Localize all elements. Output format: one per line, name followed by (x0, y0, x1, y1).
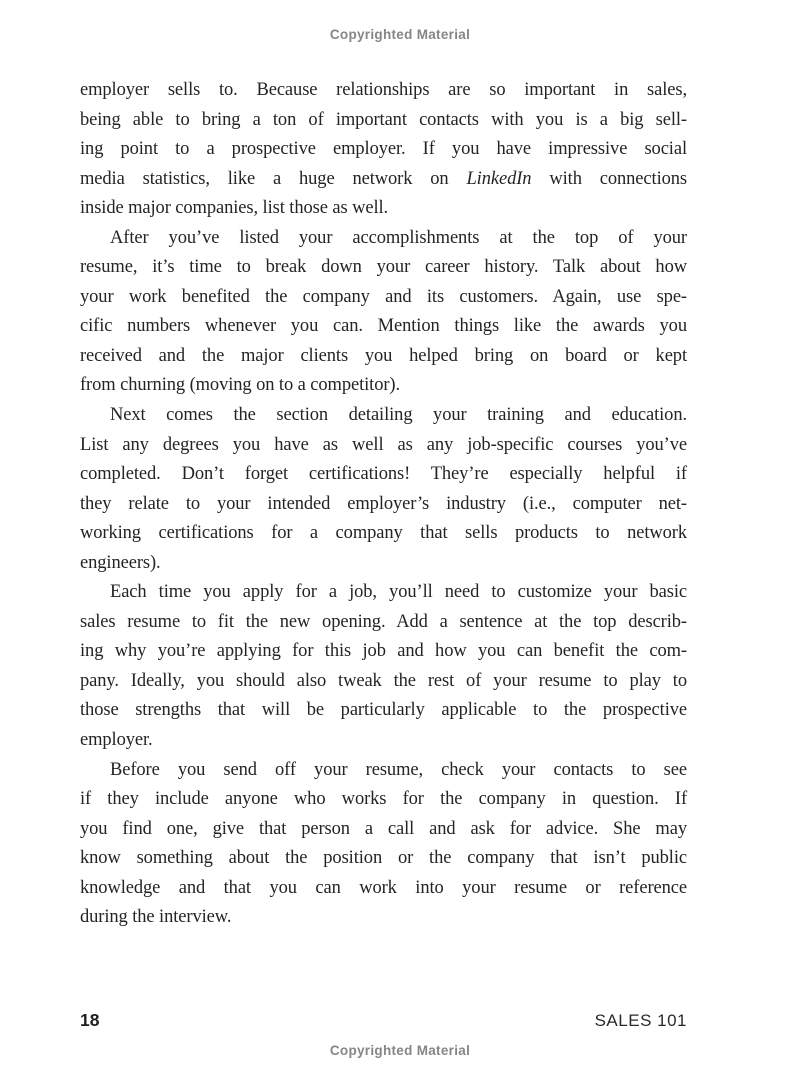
text-line: pany. Ideally, you should also tweak the rest of your resume to play to (80, 670, 687, 691)
page-body-text (80, 76, 687, 933)
text-line: inside major companies, list those as well. (80, 198, 389, 219)
text-line: those strengths that will be particularly applicable to the prospective (80, 700, 687, 721)
page-footer (80, 1010, 687, 1031)
text-line: you find one, give that person a call and ask for advice. She may (80, 818, 687, 839)
text-run: with connections (531, 168, 688, 189)
text-line: ing point to a prospective employer. If you have impressive social (80, 139, 687, 160)
text-line: being able to bring a ton of important contacts with you is a big sell- (80, 109, 687, 130)
text-run: media statistics, like a huge network on (80, 168, 467, 189)
text-line: Each time you apply for a job, you’ll need to customize your basic (110, 582, 687, 603)
text-line: working certifications for a company that sells products to network (80, 523, 687, 544)
text-line: knowledge and that you can work into your resume or reference (80, 877, 687, 898)
text-line: sales resume to fit the new opening. Add a sentence at the top describ- (80, 611, 687, 632)
text-line: cific numbers whenever you can. Mention things like the awards you (80, 316, 687, 337)
text-line: List any degrees you have as well as any job-specific courses you’ve (80, 434, 687, 455)
text-line (80, 165, 687, 195)
book-title: SALES 101 (594, 1011, 687, 1030)
text-line: engineers). (80, 552, 161, 573)
text-line: your work benefited the company and its customers. Again, use spe- (80, 286, 687, 307)
text-line: ing why you’re applying for this job and how you can benefit the com- (80, 641, 687, 662)
text-line: Before you send off your resume, check your contacts to see (110, 759, 687, 780)
italic-text-run: LinkedIn (466, 168, 532, 189)
paragraph (80, 756, 687, 933)
copyright-notice-top: Copyrighted Material (329, 27, 471, 42)
paragraph (80, 578, 687, 755)
paragraph (80, 401, 687, 578)
text-line: if they include anyone who works for the company in question. If (80, 789, 687, 810)
paragraph (80, 224, 687, 401)
text-line: resume, it’s time to break down your career history. Talk about how (80, 257, 687, 278)
text-line: know something about the position or the company that isn’t public (80, 848, 687, 869)
text-line: After you’ve listed your accomplishments at the top of your (110, 227, 687, 248)
text-line: Next comes the section detailing your training and education. (110, 405, 687, 426)
text-line: during the interview. (80, 907, 232, 928)
text-line: employer sells to. Because relationships are so important in sales, (80, 80, 687, 100)
text-line: employer. (80, 730, 153, 751)
text-line: received and the major clients you helped bring on board or kept (80, 345, 687, 366)
copyright-notice-bottom: Copyrighted Material (329, 1043, 471, 1058)
page-number: 18 (80, 1010, 100, 1030)
text-line: they relate to your intended employer’s industry (i.e., computer net- (80, 493, 687, 514)
text-line: from churning (moving on to a competitor). (80, 375, 400, 396)
paragraph (80, 76, 687, 224)
text-line: completed. Don’t forget certifications! They’re especially helpful if (80, 464, 687, 485)
